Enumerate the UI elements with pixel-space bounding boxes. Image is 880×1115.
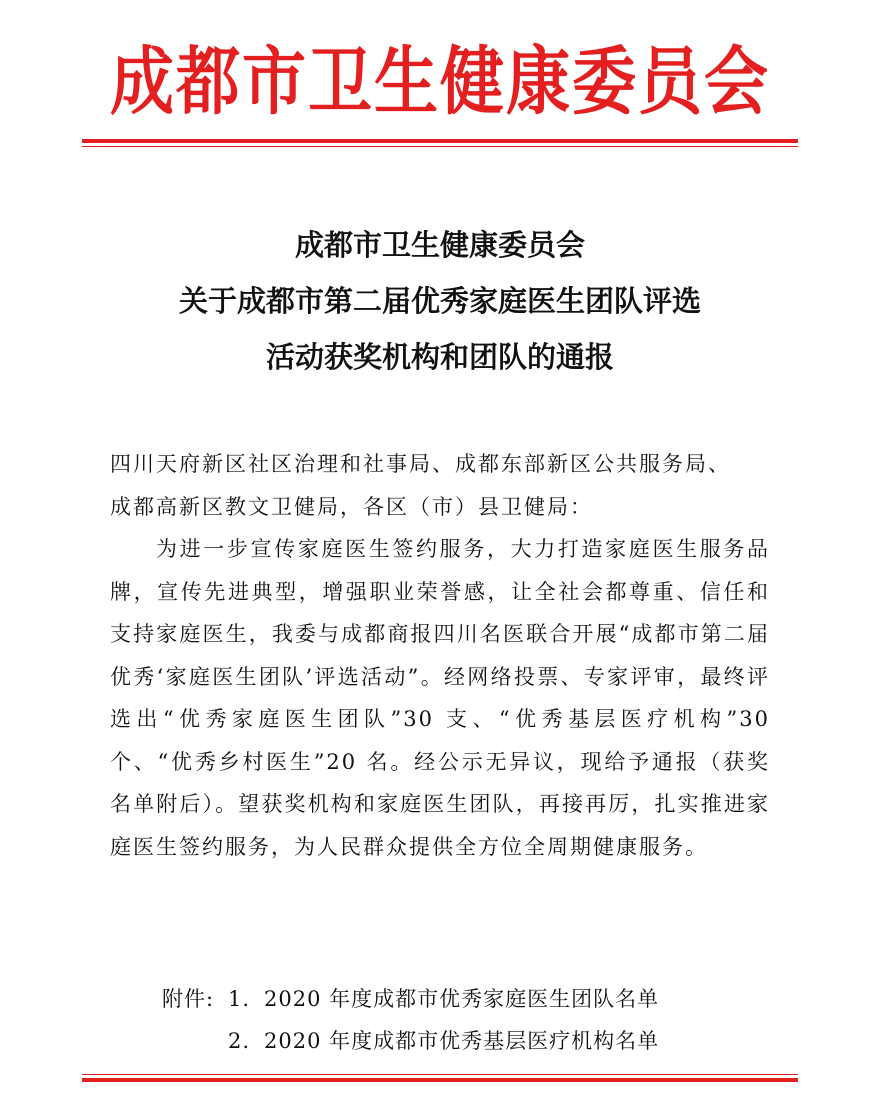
attachments-list bbox=[162, 978, 659, 1062]
salutation-line-1: 四川天府新区社区治理和社事局、成都东部新区公共服务局、 bbox=[110, 452, 731, 476]
salutation-line-2: 成都高新区教文卫健局，各区（市）县卫健局： bbox=[110, 494, 593, 519]
title-line-1: 成都市卫生健康委员会 bbox=[294, 228, 585, 262]
attachment-number: 2. bbox=[228, 1029, 251, 1053]
masthead-rule-thick bbox=[82, 139, 798, 143]
attachment-number: 1. bbox=[228, 987, 251, 1011]
document-title bbox=[0, 217, 880, 385]
title-line-3: 活动获奖机构和团队的通报 bbox=[265, 340, 614, 374]
title-line-2: 关于成都市第二届优秀家庭医生团队评选 bbox=[178, 284, 701, 318]
attachment-text: 2020 年度成都市优秀家庭医生团队名单 bbox=[264, 987, 660, 1011]
attachments-label: 附件: bbox=[162, 987, 215, 1011]
attachment-text: 2020 年度成都市优秀基层医疗机构名单 bbox=[264, 1029, 660, 1053]
attachment-item bbox=[162, 1020, 659, 1062]
footer-rule-thin bbox=[82, 1074, 798, 1075]
attachment-item bbox=[162, 978, 659, 1020]
document-body bbox=[110, 443, 770, 868]
masthead-title: 成都市卫生健康委员会 bbox=[110, 39, 770, 126]
footer-rule-thick bbox=[82, 1078, 798, 1082]
masthead-rule-thin bbox=[82, 146, 798, 147]
body-paragraph: 为进一步宣传家庭医生签约服务，大力打造家庭医生服务品牌，宣传先进典型，增强职业荣誉感，让全社会都尊重、信任和支持家庭医生，我委与成都商报四川名医联合开展“成都市第二届优秀‘家庭医生团队’评选活动”。经网络投票、专家评审，最终评选出“优秀家庭医生团队”30 支、“优秀基层医疗机构”30 个、“优秀乡村医生”20 名。经公示无异议，现给予通报（获奖名单附后）。望获奖机构和家庭医生团队，再接再厉，扎实推进家庭医生签约服务，为人民群众提供全方位全周期健康服务。 bbox=[110, 537, 770, 859]
